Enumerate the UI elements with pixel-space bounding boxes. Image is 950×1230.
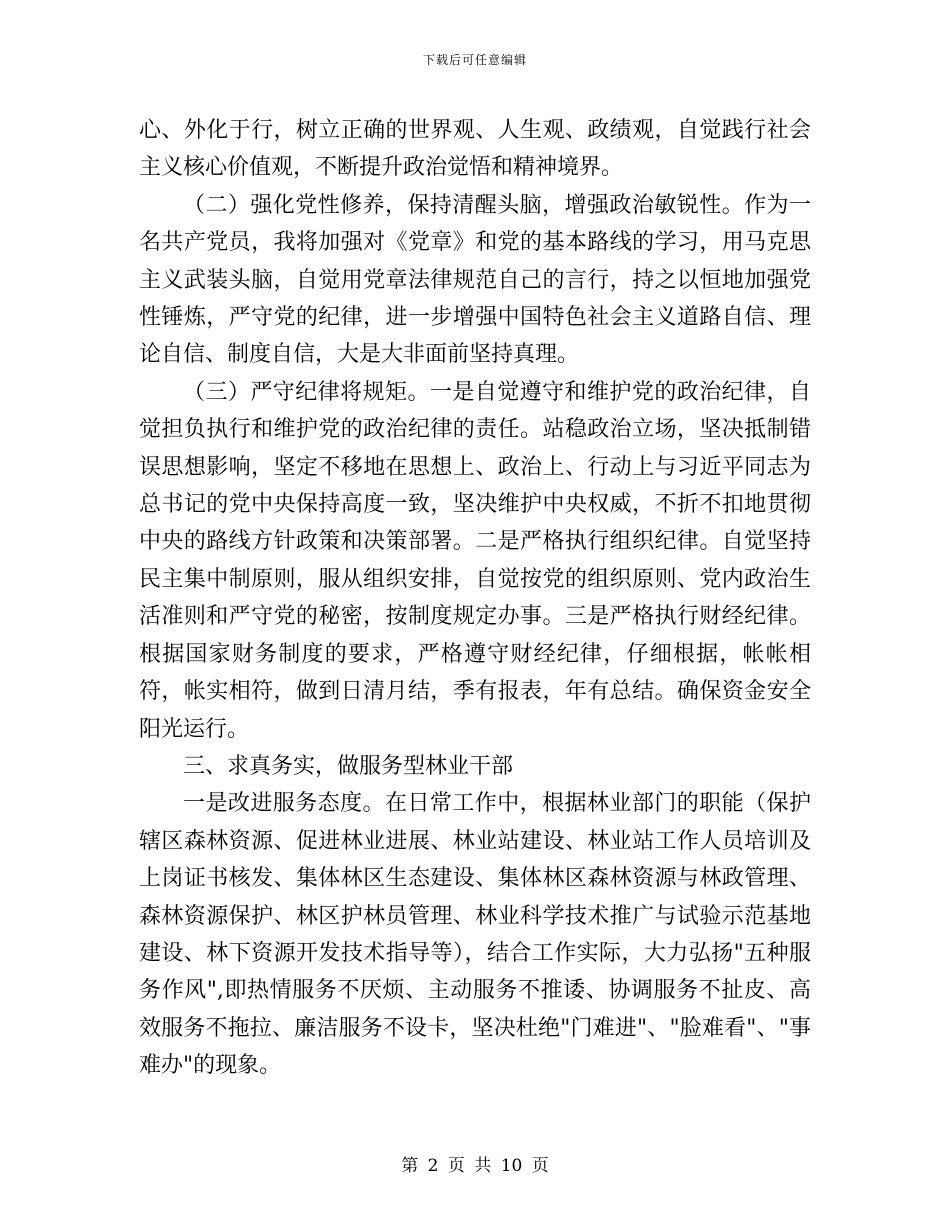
paragraph-service-attitude: 一是改进服务态度。在日常工作中，根据林业部门的职能（保护辖区森林资源、促进林业进展、林业站建设、林业站工作人员培训及上岗证书核发、集体林区生态建设、集体林区森林资源与林政管理、森林资源保护、林区护林员管理、林业科学技术推广与试验示范基地建设、林下资源开发技术指导等），结合工作实际，大力弘扬"五种服务作风",即热情服务不厌烦、主动服务不推诿、协调服务不扯皮、高效服务不拖拉、廉洁服务不设卡，坚决杜绝"门难进"、"脸难看"、"事难办"的现象。 [139,791,811,1079]
page-header: 下载后可任意编辑 [422,53,527,67]
paragraph-continuation: 心、外化于行，树立正确的世界观、人生观、政绩观，自觉践行社会主义核心价值观，不断提升政治觉悟和精神境界。 [139,118,811,181]
section-heading: 三、求真务实，做服务型林业干部 [183,753,514,779]
document-body [139,112,811,1085]
paragraph-discipline: （三）严守纪律将规矩。一是自觉遵守和维护党的政治纪律，自觉担负执行和维护党的政治纪律的责任。站稳政治立场，坚决抵制错误思想影响，坚定不移地在思想上、政治上、行动上与习近平同志为总书记的党中央保持高度一致，坚决维护中央权威，不折不扣地贯彻中央的路线方针政策和决策部署。二是严格执行组织纪律。自觉坚持民主集中制原则，服从组织安排，自觉按党的组织原则、党内政治生活准则和严守党的秘密，按制度规定办事。三是严格执行财经纪律。根据国家财务制度的要求，严格遵守财经纪律，仔细根据，帐帐相符，帐实相符，做到日清月结，季有报表，年有总结。确保资金安全阳光运行。 [139,379,811,742]
page-number: 第 2 页 共 10 页 [401,1156,549,1176]
paragraph-party-spirit: （二）强化党性修养，保持清醒头脑，增强政治敏锐性。作为一名共产党员，我将加强对《党章》和党的基本路线的学习，用马克思主义武装头脑，自觉用党章法律规范自己的言行，持之以恒地加强党性锤炼，严守党的纪律，进一步增强中国特色社会主义道路自信、理论自信、制度自信，大是大非面前坚持真理。 [139,192,811,368]
